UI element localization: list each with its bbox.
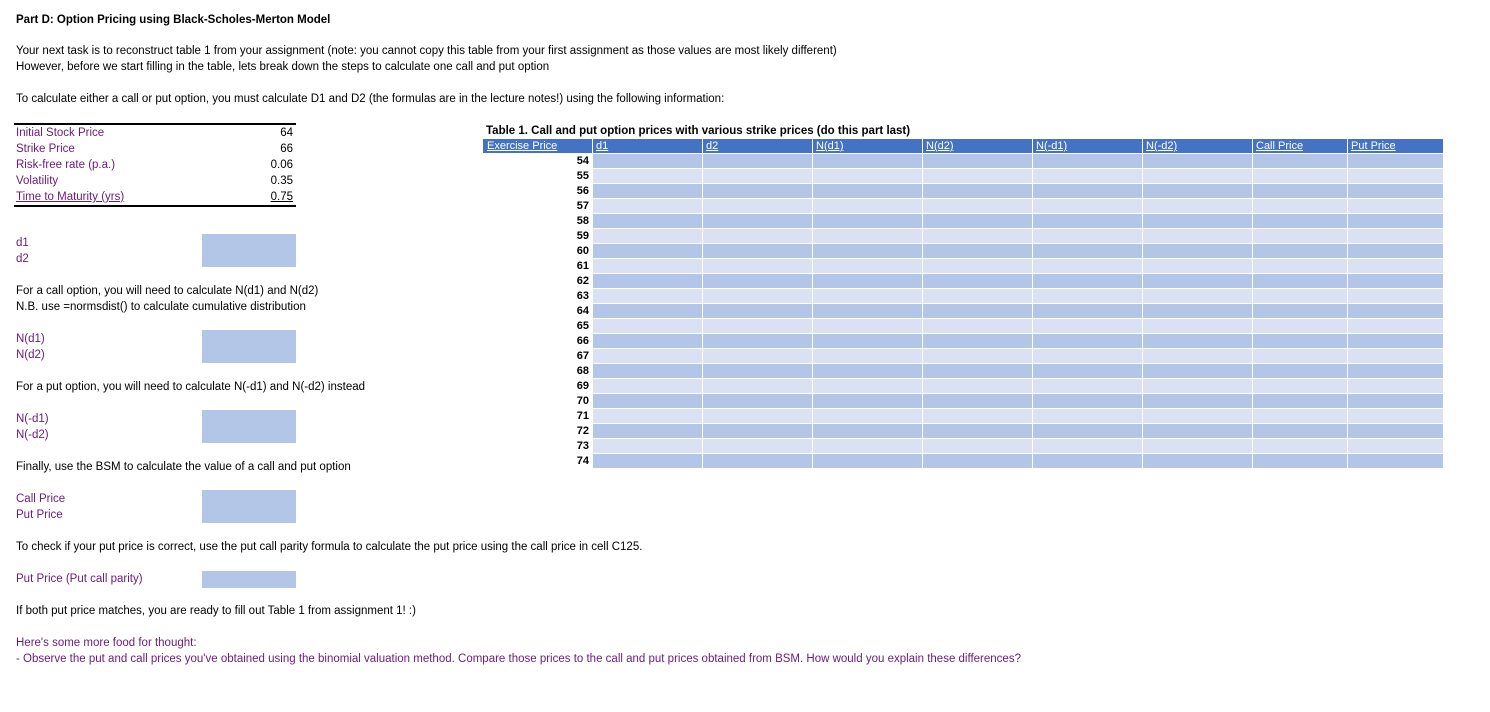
input-cell[interactable] (1348, 334, 1444, 349)
put-note: For a put option, you will need to calculate N(-d1) and N(-d2) instead (16, 381, 366, 393)
param-value[interactable]: 0.75 (270, 191, 293, 203)
input-cell[interactable] (1143, 409, 1253, 424)
input-cell[interactable] (593, 274, 703, 289)
input-cell[interactable] (1253, 184, 1348, 199)
table-row (483, 229, 1444, 244)
input-cell[interactable] (703, 274, 813, 289)
input-cell[interactable] (1143, 334, 1253, 349)
input-cell[interactable] (813, 259, 923, 274)
table-row (483, 304, 1444, 319)
input-cell[interactable] (1033, 274, 1143, 289)
input-cell[interactable] (593, 349, 703, 364)
input-cell[interactable] (1033, 214, 1143, 229)
input-cell[interactable] (1143, 424, 1253, 439)
param-label: Initial Stock Price (16, 127, 105, 139)
input-cell[interactable] (813, 154, 923, 169)
input-cell[interactable] (1033, 319, 1143, 334)
table-row (483, 199, 1444, 214)
input-cell[interactable] (703, 439, 813, 454)
input-cell[interactable] (1253, 154, 1348, 169)
exercise-price-cell: 73 (483, 439, 593, 454)
input-cell[interactable] (1143, 379, 1253, 394)
table-row (483, 244, 1444, 259)
input-cell[interactable] (1348, 319, 1444, 334)
input-cell[interactable] (813, 379, 923, 394)
input-cell[interactable] (923, 439, 1033, 454)
input-cell[interactable] (1253, 304, 1348, 319)
exercise-price-cell: 71 (483, 409, 593, 424)
input-cell[interactable] (703, 349, 813, 364)
input-cell[interactable] (813, 364, 923, 379)
input-cell[interactable] (1348, 154, 1444, 169)
input-cell[interactable] (1143, 199, 1253, 214)
input-cell[interactable] (813, 229, 923, 244)
input-cell[interactable] (1348, 394, 1444, 409)
exercise-price-cell: 70 (483, 394, 593, 409)
input-cell[interactable] (703, 289, 813, 304)
input-cell[interactable] (1348, 289, 1444, 304)
exercise-price-cell: 61 (483, 259, 593, 274)
param-row (14, 125, 296, 141)
page-title: Part D: Option Pricing using Black-Scholes-Merton Model (16, 14, 331, 26)
input-cell[interactable] (923, 334, 1033, 349)
input-cell[interactable] (1033, 304, 1143, 319)
nd1-label: N(d1) (16, 333, 45, 345)
table-row (483, 364, 1444, 379)
input-cell[interactable] (813, 394, 923, 409)
input-cell[interactable] (1033, 334, 1143, 349)
exercise-price-cell: 57 (483, 199, 593, 214)
d1-d2-input-cells[interactable] (202, 234, 296, 267)
input-cell[interactable] (593, 244, 703, 259)
table-row (483, 154, 1444, 169)
table-row (483, 274, 1444, 289)
nmd1-label: N(-d1) (16, 413, 49, 425)
header-put-price: Put Price (1348, 139, 1444, 154)
input-cell[interactable] (703, 259, 813, 274)
nmd1-nmd2-input-cells[interactable] (202, 410, 296, 443)
table-row (483, 439, 1444, 454)
parameters-table (14, 123, 296, 207)
input-cell[interactable] (813, 274, 923, 289)
input-cell[interactable] (923, 274, 1033, 289)
input-cell[interactable] (703, 244, 813, 259)
input-cell[interactable] (1033, 394, 1143, 409)
input-cell[interactable] (1143, 364, 1253, 379)
input-cell[interactable] (1143, 304, 1253, 319)
exercise-price-cell: 72 (483, 424, 593, 439)
exercise-price-cell: 56 (483, 184, 593, 199)
input-cell[interactable] (923, 154, 1033, 169)
input-cell[interactable] (1143, 169, 1253, 184)
input-cell[interactable] (923, 214, 1033, 229)
exercise-price-cell: 54 (483, 154, 593, 169)
input-cell[interactable] (813, 454, 923, 469)
input-cell[interactable] (593, 454, 703, 469)
input-cell[interactable] (593, 214, 703, 229)
input-cell[interactable] (923, 364, 1033, 379)
input-cell[interactable] (1348, 349, 1444, 364)
input-cell[interactable] (1253, 244, 1348, 259)
input-cell[interactable] (813, 304, 923, 319)
check-note: To check if your put price is correct, use the put call parity formula to calculate the put price using the call price in cell C125. (16, 541, 643, 553)
exercise-price-cell: 59 (483, 229, 593, 244)
input-cell[interactable] (813, 214, 923, 229)
input-cell[interactable] (923, 409, 1033, 424)
input-cell[interactable] (1143, 214, 1253, 229)
input-cell[interactable] (593, 379, 703, 394)
input-cell[interactable] (1143, 244, 1253, 259)
table-row (483, 394, 1444, 409)
input-cell[interactable] (1348, 274, 1444, 289)
input-cell[interactable] (1253, 334, 1348, 349)
input-cell[interactable] (1033, 154, 1143, 169)
exercise-price-cell: 74 (483, 454, 593, 469)
input-cell[interactable] (703, 364, 813, 379)
input-cell[interactable] (1033, 409, 1143, 424)
put-parity-input-cell[interactable] (202, 571, 296, 588)
food-title: Here's some more food for thought: (16, 637, 197, 649)
input-cell[interactable] (703, 229, 813, 244)
input-cell[interactable] (593, 304, 703, 319)
input-cell[interactable] (703, 214, 813, 229)
call-price-label: Call Price (16, 493, 66, 505)
input-cell[interactable] (1143, 349, 1253, 364)
input-cell[interactable] (1143, 394, 1253, 409)
param-value[interactable]: 64 (280, 127, 293, 139)
table-row (483, 319, 1444, 334)
input-cell[interactable] (1033, 244, 1143, 259)
call-put-price-input-cells[interactable] (202, 490, 296, 523)
input-cell[interactable] (1253, 439, 1348, 454)
input-cell[interactable] (1143, 454, 1253, 469)
input-cell[interactable] (923, 259, 1033, 274)
input-cell[interactable] (1033, 184, 1143, 199)
table-row (483, 349, 1444, 364)
exercise-price-cell: 60 (483, 244, 593, 259)
table-row (483, 424, 1444, 439)
input-cell[interactable] (813, 334, 923, 349)
input-cell[interactable] (593, 409, 703, 424)
exercise-price-cell: 69 (483, 379, 593, 394)
param-row (14, 173, 296, 189)
exercise-price-cell: 62 (483, 274, 593, 289)
input-cell[interactable] (593, 289, 703, 304)
input-cell[interactable] (923, 169, 1033, 184)
input-cell[interactable] (813, 319, 923, 334)
input-cell[interactable] (813, 424, 923, 439)
input-cell[interactable] (923, 454, 1033, 469)
input-cell[interactable] (1348, 214, 1444, 229)
input-cell[interactable] (593, 439, 703, 454)
input-cell[interactable] (813, 184, 923, 199)
input-cell[interactable] (813, 409, 923, 424)
exercise-price-cell: 64 (483, 304, 593, 319)
input-cell[interactable] (593, 154, 703, 169)
input-cell[interactable] (1253, 319, 1348, 334)
input-cell[interactable] (1143, 289, 1253, 304)
input-cell[interactable] (593, 334, 703, 349)
exercise-price-cell: 68 (483, 364, 593, 379)
input-cell[interactable] (703, 304, 813, 319)
input-cell[interactable] (813, 349, 923, 364)
input-cell[interactable] (1253, 199, 1348, 214)
input-cell[interactable] (703, 184, 813, 199)
input-cell[interactable] (1253, 259, 1348, 274)
exercise-price-cell: 65 (483, 319, 593, 334)
input-cell[interactable] (1348, 229, 1444, 244)
input-cell[interactable] (1253, 424, 1348, 439)
food-line: - Observe the put and call prices you've obtained using the binomial valuation method. Compare those prices to the call and put prices obtained from BSM. How would you explain these differences? (16, 653, 1021, 665)
input-cell[interactable] (593, 169, 703, 184)
input-cell[interactable] (1033, 439, 1143, 454)
input-cell[interactable] (1253, 379, 1348, 394)
input-cell[interactable] (923, 304, 1033, 319)
table-row (483, 214, 1444, 229)
input-cell[interactable] (1143, 259, 1253, 274)
input-cell[interactable] (703, 454, 813, 469)
param-value[interactable]: 66 (280, 143, 293, 155)
table1-header-row (483, 139, 1444, 154)
input-cell[interactable] (593, 259, 703, 274)
input-cell[interactable] (703, 379, 813, 394)
input-cell[interactable] (1033, 229, 1143, 244)
intro-line-1: Your next task is to reconstruct table 1 from your assignment (note: you cannot copy this table from your first assignment as those values are most likely different) (16, 45, 837, 57)
header-call-price: Call Price (1253, 139, 1348, 154)
input-cell[interactable] (1348, 199, 1444, 214)
input-cell[interactable] (1253, 229, 1348, 244)
exercise-price-cell: 67 (483, 349, 593, 364)
final-note: Finally, use the BSM to calculate the value of a call and put option (16, 461, 351, 473)
header-nmd1: N(-d1) (1033, 139, 1143, 154)
d1-label: d1 (16, 237, 29, 249)
param-row (14, 141, 296, 157)
input-cell[interactable] (1253, 364, 1348, 379)
input-cell[interactable] (703, 154, 813, 169)
input-cell[interactable] (1143, 154, 1253, 169)
input-cell[interactable] (1348, 439, 1444, 454)
input-cell[interactable] (923, 379, 1033, 394)
input-cell[interactable] (1253, 274, 1348, 289)
input-cell[interactable] (703, 424, 813, 439)
input-cell[interactable] (703, 334, 813, 349)
param-row (14, 189, 296, 205)
exercise-price-cell: 58 (483, 214, 593, 229)
table-row (483, 409, 1444, 424)
input-cell[interactable] (1348, 259, 1444, 274)
header-d1: d1 (593, 139, 703, 154)
input-cell[interactable] (813, 169, 923, 184)
table-row (483, 289, 1444, 304)
param-row (14, 157, 296, 173)
input-cell[interactable] (1348, 454, 1444, 469)
input-cell[interactable] (1348, 244, 1444, 259)
call-note-1: For a call option, you will need to calculate N(d1) and N(d2) (16, 285, 319, 297)
input-cell[interactable] (1033, 424, 1143, 439)
input-cell[interactable] (1348, 424, 1444, 439)
input-cell[interactable] (1033, 289, 1143, 304)
intro-line-2: However, before we start filling in the table, lets break down the steps to calculate one call and put option (16, 61, 550, 73)
input-cell[interactable] (1253, 394, 1348, 409)
input-cell[interactable] (593, 424, 703, 439)
header-exercise-price: Exercise Price (483, 139, 593, 154)
param-value[interactable]: 0.06 (270, 159, 293, 171)
table1-title: Table 1. Call and put option prices with various strike prices (do this part last) (486, 125, 911, 137)
input-cell[interactable] (1143, 229, 1253, 244)
header-nmd2: N(-d2) (1143, 139, 1253, 154)
input-cell[interactable] (593, 364, 703, 379)
nmd2-label: N(-d2) (16, 429, 49, 441)
param-label: Time to Maturity (yrs) (16, 191, 125, 203)
input-cell[interactable] (813, 289, 923, 304)
param-label: Risk-free rate (p.a.) (16, 159, 116, 171)
intro-line-3: To calculate either a call or put option, you must calculate D1 and D2 (the formulas are in the lecture notes!) using the following information: (16, 93, 725, 105)
input-cell[interactable] (703, 319, 813, 334)
input-cell[interactable] (1253, 169, 1348, 184)
input-cell[interactable] (923, 244, 1033, 259)
param-label: Volatility (16, 175, 59, 187)
input-cell[interactable] (923, 349, 1033, 364)
input-cell[interactable] (813, 439, 923, 454)
input-cell[interactable] (1253, 349, 1348, 364)
input-cell[interactable] (1348, 364, 1444, 379)
input-cell[interactable] (1253, 289, 1348, 304)
input-cell[interactable] (1033, 454, 1143, 469)
input-cell[interactable] (1143, 439, 1253, 454)
input-cell[interactable] (1253, 409, 1348, 424)
input-cell[interactable] (923, 184, 1033, 199)
input-cell[interactable] (593, 394, 703, 409)
header-nd1: N(d1) (813, 139, 923, 154)
input-cell[interactable] (1143, 319, 1253, 334)
input-cell[interactable] (1253, 214, 1348, 229)
exercise-price-cell: 55 (483, 169, 593, 184)
input-cell[interactable] (1348, 409, 1444, 424)
input-cell[interactable] (923, 289, 1033, 304)
call-note-2: N.B. use =normsdist() to calculate cumulative distribution (16, 301, 306, 313)
table-row (483, 454, 1444, 469)
input-cell[interactable] (593, 184, 703, 199)
input-cell[interactable] (1143, 184, 1253, 199)
put-parity-label: Put Price (Put call parity) (16, 573, 143, 585)
input-cell[interactable] (703, 394, 813, 409)
table-row (483, 379, 1444, 394)
nd1-nd2-input-cells[interactable] (202, 330, 296, 363)
input-cell[interactable] (1348, 169, 1444, 184)
header-d2: d2 (703, 139, 813, 154)
nd2-label: N(d2) (16, 349, 45, 361)
input-cell[interactable] (1348, 379, 1444, 394)
input-cell[interactable] (923, 229, 1033, 244)
table-row (483, 184, 1444, 199)
input-cell[interactable] (1033, 364, 1143, 379)
exercise-price-cell: 63 (483, 289, 593, 304)
input-cell[interactable] (1033, 169, 1143, 184)
input-cell[interactable] (1033, 259, 1143, 274)
input-cell[interactable] (703, 409, 813, 424)
input-cell[interactable] (1348, 184, 1444, 199)
input-cell[interactable] (923, 199, 1033, 214)
param-value[interactable]: 0.35 (270, 175, 293, 187)
input-cell[interactable] (1033, 379, 1143, 394)
input-cell[interactable] (1033, 349, 1143, 364)
d2-label: d2 (16, 253, 29, 265)
input-cell[interactable] (923, 424, 1033, 439)
table-row (483, 259, 1444, 274)
put-price-label: Put Price (16, 509, 63, 521)
match-note: If both put price matches, you are ready to fill out Table 1 from assignment 1! :) (16, 605, 416, 617)
input-cell[interactable] (703, 199, 813, 214)
input-cell[interactable] (1348, 304, 1444, 319)
input-cell[interactable] (593, 199, 703, 214)
input-cell[interactable] (1033, 199, 1143, 214)
input-cell[interactable] (813, 244, 923, 259)
header-nd2: N(d2) (923, 139, 1033, 154)
input-cell[interactable] (593, 229, 703, 244)
table-row (483, 334, 1444, 349)
input-cell[interactable] (813, 199, 923, 214)
input-cell[interactable] (923, 319, 1033, 334)
exercise-price-cell: 66 (483, 334, 593, 349)
input-cell[interactable] (593, 319, 703, 334)
input-cell[interactable] (703, 169, 813, 184)
input-cell[interactable] (1143, 274, 1253, 289)
param-label: Strike Price (16, 143, 75, 155)
input-cell[interactable] (1253, 454, 1348, 469)
table1 (482, 138, 1444, 469)
input-cell[interactable] (923, 394, 1033, 409)
table-row (483, 169, 1444, 184)
